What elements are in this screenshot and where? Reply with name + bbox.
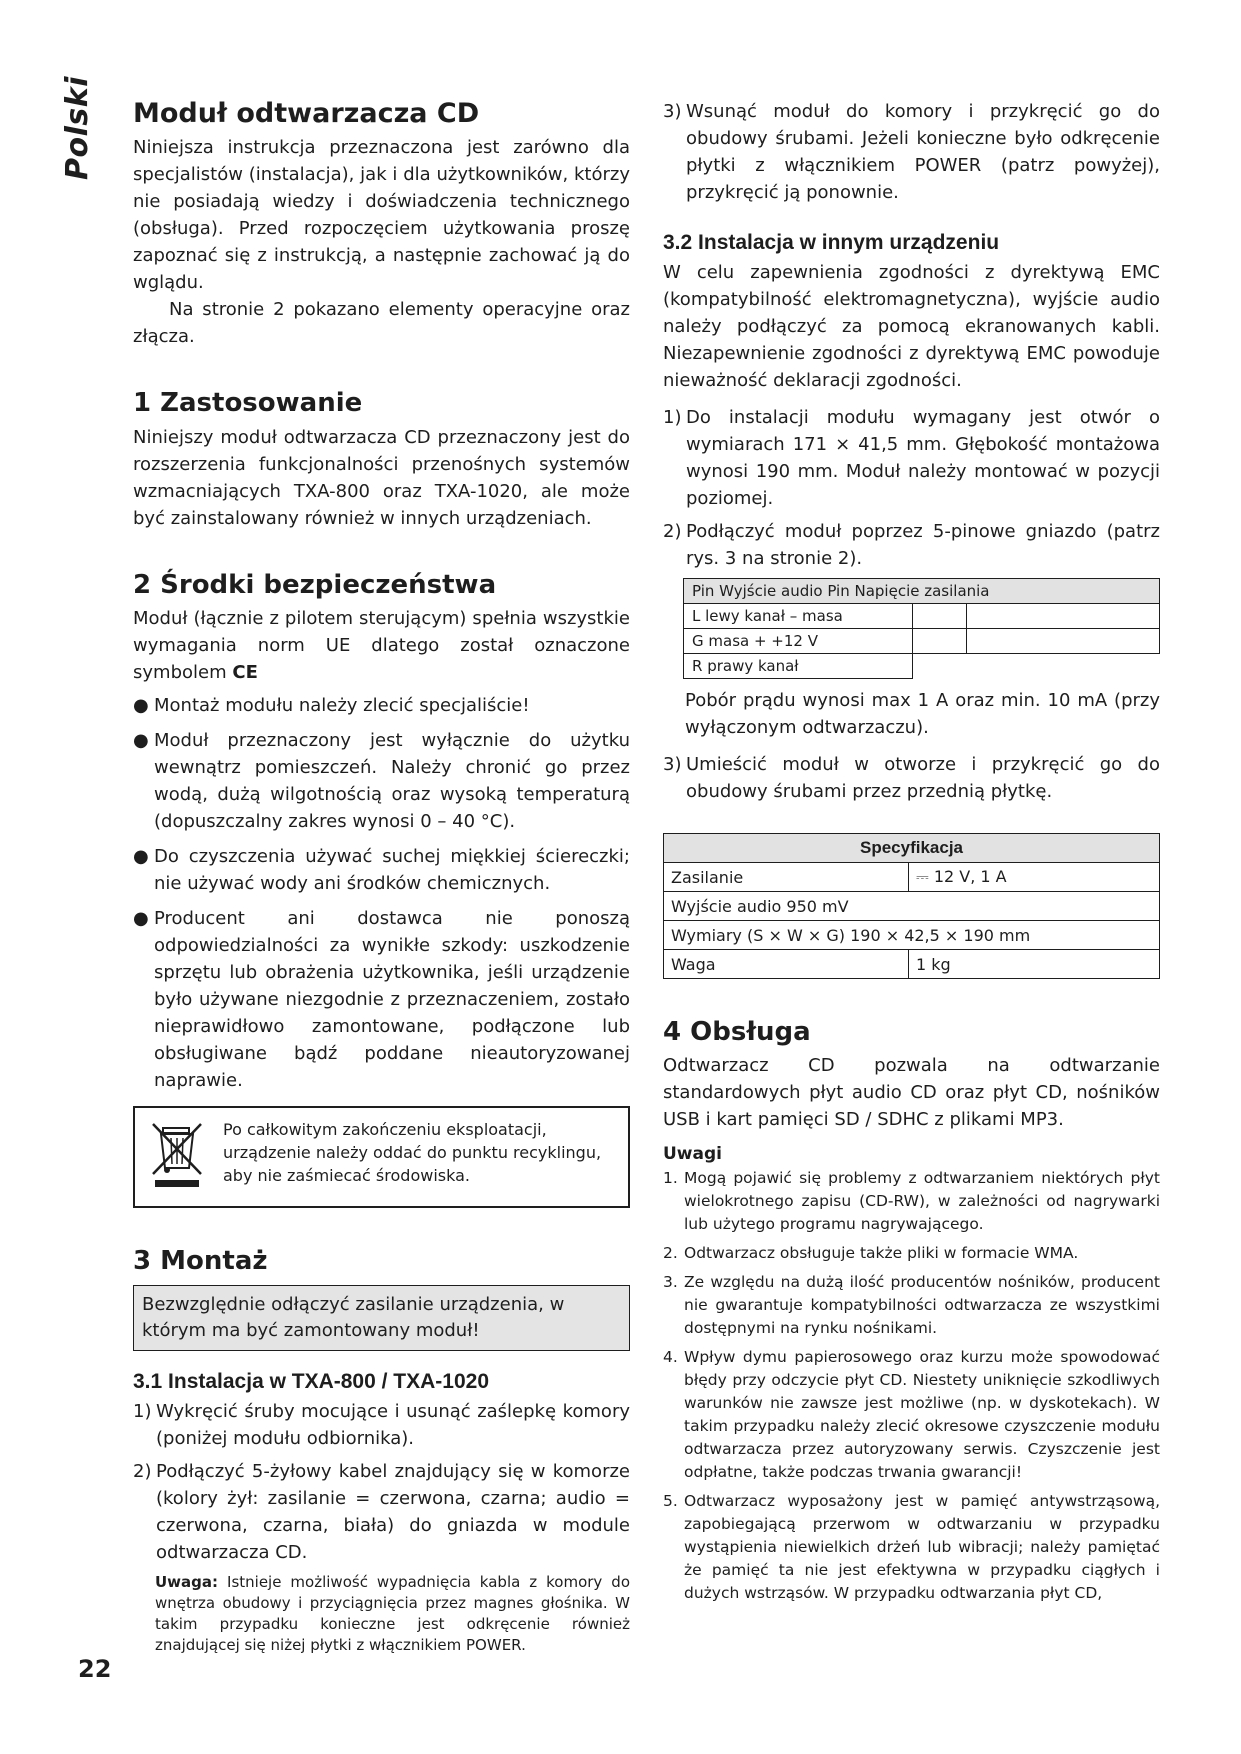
table-row — [664, 921, 1160, 950]
cable-note — [133, 1572, 630, 1656]
note-text: Istnieje możliwość wypadnięcia kabla z komory do wnętrza obudowy i przyciągnięcia przez magnes głośnika. W takim przypadku konieczne jest odkręcenie również znajdującej się niżej płytki z włącznikiem POWER. — [155, 1573, 630, 1655]
table-row — [684, 579, 1160, 604]
list-item: 2) Podłączyć moduł poprzez 5-pinowe gniazdo (patrz rys. 3 na stronie 2). — [663, 521, 1160, 570]
pin-table-cell: R prawy kanał — [684, 654, 913, 679]
recycling-text: Po całkowitym zakończeniu eksploatacji, urządzenie należy oddać do punktu recyklingu, aby nie zaśmiecać środowiska. — [223, 1119, 602, 1185]
page-number: 22 — [78, 1655, 112, 1683]
install-steps-final — [663, 751, 1160, 805]
table-row — [664, 892, 1160, 921]
section-4-title: 4 Obsługa — [663, 1017, 811, 1048]
bullet-icon: ● — [133, 729, 149, 751]
bullet-icon: ● — [133, 907, 149, 929]
pin-table-cell: L lewy kanał – masa — [684, 604, 913, 629]
section-3-2-title: 3.2 Instalacja w innym urządzeniu — [663, 231, 1000, 254]
note-label: Uwaga: — [155, 1573, 219, 1592]
table-row — [684, 604, 1160, 629]
pin-table — [683, 578, 1160, 679]
list-item: 1) Do instalacji modułu wymagany jest otwór o wymiarach 171 × 41,5 mm. Głębokość montażowa wynosi 190 mm. Moduł należy montować w pozycji poziomej. — [663, 407, 1160, 510]
other-device-steps — [663, 404, 1160, 572]
spec-label: Zasilanie — [664, 863, 909, 892]
spec-label: Waga — [664, 950, 909, 979]
table-row — [684, 654, 1160, 679]
pin-table-cell: G masa + +12 V — [684, 629, 913, 654]
section-2-paragraph — [133, 605, 630, 686]
bullet-icon: ● — [133, 694, 149, 716]
install-steps-continued — [663, 98, 1160, 206]
bullet-icon: ● — [133, 845, 149, 867]
section-3-1-title: 3.1 Instalacja w TXA-800 / TXA-1020 — [133, 1369, 489, 1393]
list-item: ● Producent ani dostawca nie ponoszą odpowiedzialności za wynikłe szkody: uszkodzenie sprzętu lub obrażenia użytkownika, jeśli urządzenie było używane niezgodnie z przeznaczeniem, zostało nieprawidłowo zamontowane, podłączone lub obsługiwane bądź poddane nieautoryzowanej naprawie. — [133, 905, 630, 1094]
table-row — [664, 950, 1160, 979]
warning-box — [133, 1285, 630, 1351]
spec-value: ⎓ 12 V, 1 A — [909, 863, 1160, 892]
section-1-paragraph: Niniejszy moduł odtwarzacza CD przeznaczony jest do rozszerzenia funkcjonalności przenośnych systemów wzmacniających TXA-800 oraz TXA-1020, ale może być zainstalowany również w innych urządzeniach. — [133, 426, 630, 529]
section-3-2-paragraph: W celu zapewnienia zgodności z dyrektywą EMC (kompatybilność elektromagnetyczna), wyjście audio należy podłączyć za pomocą ekranowanych kabli. Niezapewnienie zgodności z dyrektywą EMC powoduje nieważność deklaracji zgodności. — [663, 262, 1160, 392]
list-item: 3) Wsunąć moduł do komory i przykręcić go do obudowy śrubami. Jeżeli konieczne było odkręcenie płytki z włącznikiem POWER (patrz powyżej), przykręcić ją ponownie. — [663, 101, 1160, 203]
left-column — [133, 98, 630, 1656]
intro-paragraph-2: Na stronie 2 pokazano elementy operacyjne oraz złącza. — [133, 299, 630, 348]
pin-table-header: Pin Wyjście audio Pin Napięcie zasilania — [684, 579, 1160, 604]
list-item: ● Montaż modułu należy zlecić specjaliście! — [133, 692, 630, 719]
safety-list — [133, 692, 630, 1094]
list-item: 5. Odtwarzacz wyposażony jest w pamięć antywstrząsową, zapobiegającą przerwom w odtwarzaniu w przypadku wystąpienia niewielkich drżeń lub wibracji; należy pamiętać że pamięć ta nie jest efektywna w przypadku ciągłych i dużych wstrząsów. W przypadku odtwarzania płyt CD, — [663, 1492, 1160, 1603]
table-row — [664, 834, 1160, 863]
specification-title: Specyfikacja — [664, 834, 1160, 863]
language-side-label: Polski — [60, 76, 95, 180]
section-1-title: 1 Zastosowanie — [133, 388, 363, 419]
list-item: 3) Umieścić moduł w otworze i przykręcić go do obudowy śrubami przez przednią płytkę. — [663, 754, 1160, 803]
install-steps — [133, 1398, 630, 1566]
spec-label: Wymiary (S × W × G) 190 × 42,5 × 190 mm — [664, 921, 1160, 950]
crossed-bin-icon — [145, 1118, 209, 1194]
table-row — [684, 629, 1160, 654]
section-2-text: Moduł (łącznie z pilotem sterującym) spełnia wszystkie wymagania norm UE dlatego został oznaczone symbolem — [133, 607, 630, 683]
table-row — [664, 863, 1160, 892]
list-item: 4. Wpływ dymu papierosowego oraz kurzu może spowodować błędy przy odczycie płyt CD. Niestety uniknięcie szkodliwych warunków nie zawsze jest możliwe (np. w dyskotekach). W takim przypadku należy zlecić okresowe czyszczenie modułu odtwarzacza przez autoryzowany serwis. Czyszczenie jest odpłatne, także podczas trwania gwarancji! — [663, 1348, 1160, 1482]
spec-value: 1 kg — [909, 950, 1160, 979]
list-item: 3. Ze względu na dużą ilość producentów nośników, producent nie gwarantuje kompatybilności odtwarzacza ze wszystkimi dostępnymi na rynku nośnikami. — [663, 1273, 1160, 1338]
power-consumption-note: Pobór prądu wynosi max 1 A oraz min. 10 mA (przy wyłączonym odtwarzaczu). — [685, 690, 1160, 739]
right-column — [663, 98, 1160, 1611]
page-title: Moduł odtwarzacza CD — [133, 98, 480, 129]
notes-title: Uwagi — [663, 1144, 722, 1165]
list-item: 2) Podłączyć 5-żyłowy kabel znajdujący się w komorze (kolory żył: zasilanie = czerwona, czarna; audio = czerwona, czarna, biała) do gniazda w module odtwarzacza CD. — [133, 1461, 630, 1564]
notes-list — [663, 1167, 1160, 1605]
section-3-title: 3 Montaż — [133, 1245, 268, 1276]
section-2-title: 2 Środki bezpieczeństwa — [133, 569, 497, 600]
spec-label: Wyjście audio 950 mV — [664, 892, 1160, 921]
intro-paragraph: Niniejsza instrukcja przeznaczona jest zarówno dla specjalistów (instalacja), jak i dla użytkowników, którzy nie posiadają wiedzy i doświadczenia technicznego (obsługa). Przed rozpoczęciem użytkowania proszę zapoznać się z instrukcją, a następnie zachować ją do wglądu. — [133, 137, 630, 294]
specification-table — [663, 833, 1160, 979]
list-item: 2. Odtwarzacz obsługuje także pliki w formacie WMA. — [663, 1244, 1079, 1263]
warning-text: Bezwzględnie odłączyć zasilanie urządzenia, w którym ma być zamontowany moduł! — [142, 1293, 565, 1341]
list-item: ● Do czyszczenia używać suchej miękkiej ściereczki; nie używać wody ani środków chemicznych. — [133, 843, 630, 897]
list-item: ● Moduł przeznaczony jest wyłącznie do użytku wewnątrz pomieszczeń. Należy chronić go przez wodą, dużą wilgotnością oraz wysoką temperaturą (dopuszczalny zakres wynosi 0 – 40 °C). — [133, 727, 630, 835]
ce-mark-icon: CE — [232, 661, 258, 683]
section-4-paragraph: Odtwarzacz CD pozwala na odtwarzanie standardowych płyt audio CD oraz płyt CD, nośników USB i kart pamięci SD / SDHC z plikami MP3. — [663, 1055, 1160, 1131]
list-item: 1) Wykręcić śruby mocujące i usunąć zaślepkę komory (poniżej modułu odbiornika). — [133, 1401, 630, 1450]
recycling-notice — [133, 1106, 630, 1208]
list-item: 1. Mogą pojawić się problemy z odtwarzaniem niektórych płyt wielokrotnego zapisu (CD-RW), w zależności od nagrywarki lub użytego programu nagrywającego. — [663, 1169, 1160, 1234]
